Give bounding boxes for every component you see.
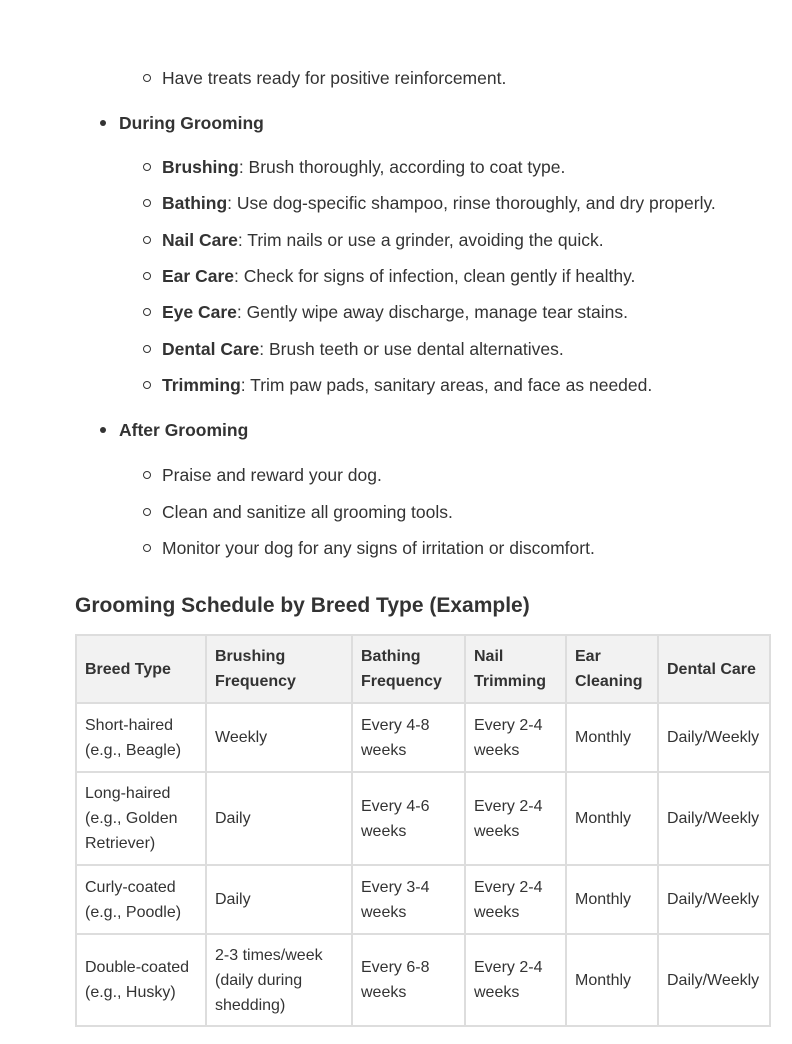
table-cell: Monthly [566, 934, 658, 1026]
list-item [162, 337, 564, 361]
section-after-grooming: After Grooming [119, 420, 249, 440]
table-cell: Every 2-4 weeks [465, 772, 566, 865]
table-cell: Short-haired (e.g., Beagle) [76, 703, 206, 772]
table-cell: Every 2-4 weeks [465, 865, 566, 934]
list-item [162, 373, 652, 397]
list-item [162, 300, 628, 324]
list-item [162, 191, 716, 215]
table-cell: Daily/Weekly [658, 703, 770, 772]
item-description: : Brush thoroughly, according to coat type. [238, 157, 566, 177]
list-item: Clean and sanitize all grooming tools. [162, 501, 453, 522]
table-cell: Daily/Weekly [658, 772, 770, 865]
item-term: Trimming [162, 374, 241, 395]
table-cell: Every 6-8 weeks [352, 934, 465, 1026]
list-item [162, 228, 604, 252]
table-title: Grooming Schedule by Breed Type (Example) [75, 594, 530, 617]
column-header: Dental Care [658, 635, 770, 703]
column-header: Nail Trimming [465, 635, 566, 703]
list-item [162, 264, 635, 288]
table-cell: Daily/Weekly [658, 865, 770, 934]
item-description: : Trim paw pads, sanitary areas, and face as needed. [240, 374, 653, 395]
list-item: Monitor your dog for any signs of irritation or discomfort. [162, 538, 595, 558]
table-cell: Daily [206, 865, 352, 934]
item-term: Brushing [162, 157, 239, 177]
table-cell: Every 2-4 weeks [465, 703, 566, 772]
table-cell: Daily [206, 772, 352, 865]
table-cell: Every 4-8 weeks [352, 703, 465, 772]
table-cell: Weekly [206, 703, 352, 772]
table-cell: Monthly [566, 703, 658, 772]
item-term: Nail Care [162, 229, 238, 250]
table-cell: Every 3-4 weeks [352, 865, 465, 934]
table-cell: Monthly [566, 865, 658, 934]
table-row [76, 703, 770, 772]
table-row [76, 934, 770, 1026]
item-term: Bathing [162, 193, 228, 214]
column-header: Ear Cleaning [566, 635, 658, 703]
item-description: : Gently wipe away discharge, manage tear stains. [236, 302, 628, 323]
table-header-row [76, 635, 770, 703]
list-item: Have treats ready for positive reinforcement. [162, 68, 507, 88]
table-row [76, 865, 770, 934]
item-term: Dental Care [162, 338, 260, 359]
table-cell: Double-coated (e.g., Husky) [76, 934, 206, 1026]
item-description: : Use dog-specific shampoo, rinse thoroughly, and dry properly. [227, 193, 716, 214]
column-header: Breed Type [76, 635, 206, 703]
list-item: Praise and reward your dog. [162, 465, 382, 485]
list-item [162, 155, 565, 179]
grooming-schedule-table [75, 634, 771, 1027]
table-cell: Curly-coated (e.g., Poodle) [76, 865, 206, 934]
column-header: Bathing Frequency [352, 635, 465, 703]
table-cell: 2-3 times/week (daily during shedding) [206, 934, 352, 1026]
item-description: : Brush teeth or use dental alternatives. [259, 338, 564, 359]
table-cell: Every 2-4 weeks [465, 934, 566, 1026]
item-term: Eye Care [162, 302, 237, 323]
table-cell: Monthly [566, 772, 658, 865]
table-cell: Long-haired (e.g., Golden Retriever) [76, 772, 206, 865]
column-header: Brushing Frequency [206, 635, 352, 703]
section-during-grooming: During Grooming [119, 113, 264, 133]
item-term: Ear Care [162, 265, 234, 286]
table-row [76, 772, 770, 865]
item-description: : Trim nails or use a grinder, avoiding the quick. [237, 229, 604, 250]
table-cell: Daily/Weekly [658, 934, 770, 1026]
table-cell: Every 4-6 weeks [352, 772, 465, 865]
item-description: : Check for signs of infection, clean gently if healthy. [234, 265, 636, 286]
